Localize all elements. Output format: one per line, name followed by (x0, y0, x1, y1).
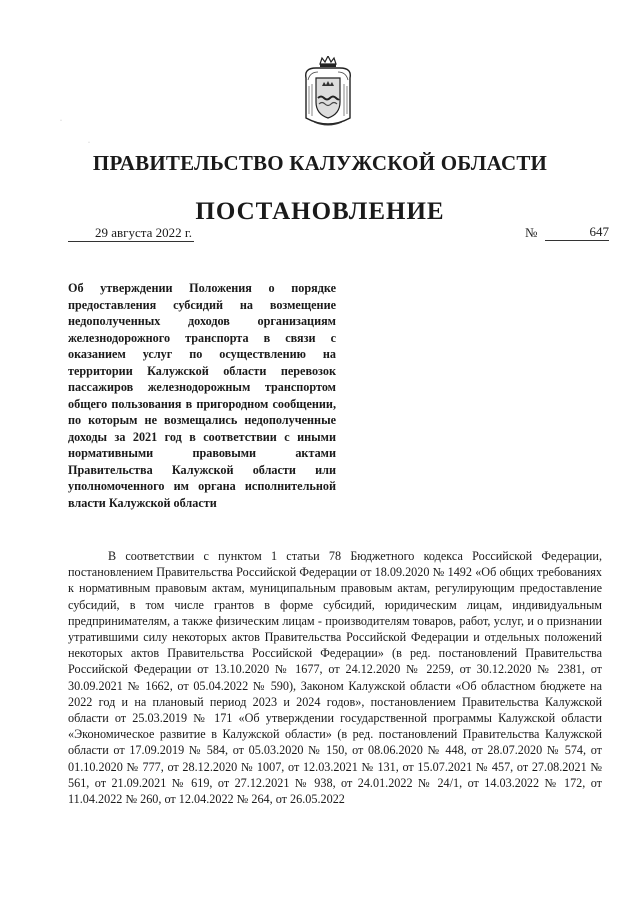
government-title: ПРАВИТЕЛЬСТВО КАЛУЖСКОЙ ОБЛАСТИ (92, 151, 548, 175)
scan-artifact: · (60, 118, 62, 124)
document-date: 29 августа 2022 г. (68, 225, 194, 242)
document-body: В соответствии с пунктом 1 статьи 78 Бюджетного кодекса Российской Федерации, постановлением Правительства Российской Федерации от 18.09.2020 № 1492 «Об общих требованиях к нормативным правовым актам, муниципальным правовым актам, регулирующим предоставление субсидий, в том числе грантов в форме субсидий, юридическим лицам, индивидуальным предпринимателям, а также физическим лицам - производителям товаров, работ, услуг, и о признании утратившими силу некоторых актов Правительства Российской Федерации и отдельных положений некоторых актов Правительства Российской Федерации» (в ред. постановлений Правительства Российской Федерации от 13.10.2020 № 1677, от 24.12.2020 № 2259, от 30.12.2020 № 2381, от 30.09.2021 № 1662, от 05.04.2022 № 590), Законом Калужской области «Об областном бюджете на 2022 год и на плановый период 2023 и 2024 годов», постановлением Правительства Калужской области от 25.03.2019 № 171 «Об утверждении государственной программы Калужской области «Экономическое развитие в Калужской области» (в ред. постановлений Правительства Калужской области от 17.09.2019 № 584, от 05.03.2020 № 150, от 08.06.2020 № 448, от 28.07.2020 № 574, от 01.10.2020 № 777, от 28.12.2020 № 1007, от 12.03.2021 № 131, от 15.07.2021 № 457, от 27.08.2021 № 561, от 21.09.2021 № 619, от 27.12.2021 № 938, от 24.01.2022 № 24/1, от 14.03.2022 № 172, от 11.04.2022 № 260, от 12.04.2022 № 264, от 26.05.2022 (68, 549, 602, 807)
document-number-label: № (525, 225, 538, 240)
document-subject: Об утверждении Положения о порядке предоставления субсидий на возмещение недополученных доходов организациям железнодорожного транспорта в связи с оказанием услуг по осуществлению на территории Калужской области перевозок пассажиров железнодорожным транспортом общего пользования в пригородном сообщении, по которым не возмещались недополученные доходы за 2021 год в соответствии с иными нормативными правовыми актами Правительства Калужской области или уполномоченного им органа исполнительной власти Калужской области (68, 281, 336, 510)
kaluga-coat-of-arms-icon (300, 56, 356, 130)
document-number: 647 (545, 224, 609, 241)
document-type-title: ПОСТАНОВЛЕНИЕ (195, 198, 445, 225)
scan-artifact: · (88, 140, 90, 146)
